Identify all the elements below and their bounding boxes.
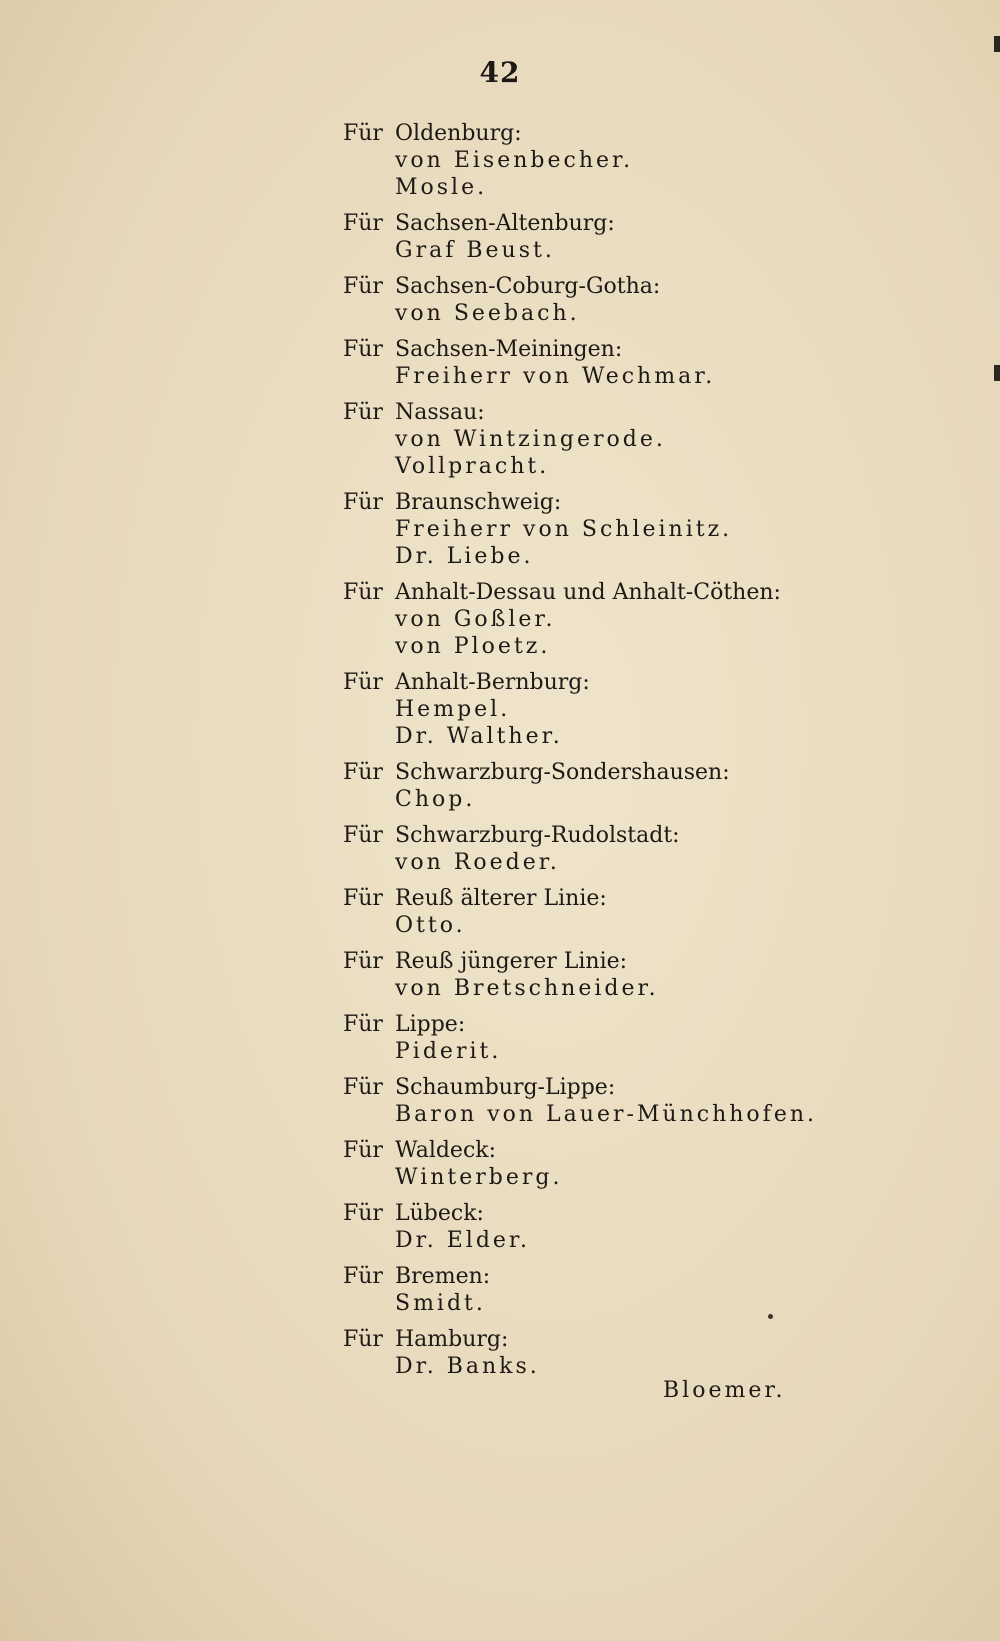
delegate-name: Chop.	[395, 787, 476, 812]
delegate-name: Freiherr von Schleinitz.	[395, 517, 733, 542]
delegate-name: Mosle.	[395, 175, 488, 200]
entry-anhalt-bernburg	[343, 669, 943, 750]
entry-schaumburg-lippe	[343, 1074, 943, 1128]
entry-heading	[343, 885, 943, 912]
entry-heading	[343, 1263, 943, 1290]
fuer-prefix: Für	[343, 211, 383, 236]
fuer-prefix: Für	[343, 1201, 383, 1226]
entry-heading	[343, 1326, 943, 1353]
entry-heading	[343, 1011, 943, 1038]
state-name: Bremen:	[395, 1264, 491, 1289]
delegate-name: Dr. Banks.	[395, 1354, 540, 1379]
delegate-name: von Bretschneider.	[395, 976, 659, 1001]
entry-heading	[343, 1200, 943, 1227]
ink-speck	[768, 1314, 773, 1319]
entry-braunschweig	[343, 489, 943, 570]
delegate-name: Dr. Liebe.	[395, 544, 534, 569]
page-number: 42	[479, 56, 521, 89]
delegate-name: Winterberg.	[395, 1165, 563, 1190]
delegate-name: von Seebach.	[395, 301, 580, 326]
entry-reuss-aelterer-linie	[343, 885, 943, 939]
delegate-name: Otto.	[395, 913, 466, 938]
entry-heading	[343, 120, 943, 147]
state-name: Schaumburg-Lippe:	[395, 1075, 616, 1100]
state-name: Hamburg:	[395, 1327, 509, 1352]
fuer-prefix: Für	[343, 580, 383, 605]
entry-schwarzburg-sondershausen	[343, 759, 943, 813]
fuer-prefix: Für	[343, 1264, 383, 1289]
delegate-name: Vollpracht.	[395, 454, 550, 479]
entry-bremen	[343, 1263, 943, 1317]
delegate-list	[343, 120, 943, 1389]
entry-reuss-juengerer-linie	[343, 948, 943, 1002]
state-name: Anhalt-Dessau und Anhalt-Cöthen:	[395, 580, 781, 605]
state-name: Schwarzburg-Sondershausen:	[395, 760, 730, 785]
delegate-name: von Goßler.	[395, 607, 556, 632]
delegate-name: Smidt.	[395, 1291, 486, 1316]
edge-mark	[994, 365, 1000, 381]
fuer-prefix: Für	[343, 760, 383, 785]
delegate-name: Dr. Elder.	[395, 1228, 531, 1253]
state-name: Lübeck:	[395, 1201, 484, 1226]
delegate-name: Dr. Walther.	[395, 724, 563, 749]
delegate-name: Freiherr von Wechmar.	[395, 364, 716, 389]
fuer-prefix: Für	[343, 121, 383, 146]
state-name: Lippe:	[395, 1012, 466, 1037]
fuer-prefix: Für	[343, 670, 383, 695]
entry-hamburg	[343, 1326, 943, 1380]
edge-mark	[994, 36, 1000, 52]
delegate-name: Piderit.	[395, 1039, 502, 1064]
delegate-name: von Roeder.	[395, 850, 560, 875]
entry-heading	[343, 948, 943, 975]
entry-sachsen-altenburg	[343, 210, 943, 264]
fuer-prefix: Für	[343, 337, 383, 362]
fuer-prefix: Für	[343, 400, 383, 425]
entry-heading	[343, 669, 943, 696]
state-name: Sachsen-Altenburg:	[395, 211, 615, 236]
entry-lippe	[343, 1011, 943, 1065]
entry-waldeck	[343, 1137, 943, 1191]
delegate-name: Graf Beust.	[395, 238, 555, 263]
entry-heading	[343, 489, 943, 516]
fuer-prefix: Für	[343, 1138, 383, 1163]
delegate-name: Hempel.	[395, 697, 511, 722]
fuer-prefix: Für	[343, 1075, 383, 1100]
state-name: Oldenburg:	[395, 121, 522, 146]
entry-heading	[343, 1137, 943, 1164]
delegate-name: von Eisenbecher.	[395, 148, 634, 173]
entry-heading	[343, 579, 943, 606]
state-name: Reuß jüngerer Linie:	[395, 949, 628, 974]
delegate-name: von Wintzingerode.	[395, 427, 666, 452]
entry-luebeck	[343, 1200, 943, 1254]
fuer-prefix: Für	[343, 490, 383, 515]
entry-sachsen-coburg-gotha	[343, 273, 943, 327]
state-name: Schwarzburg-Rudolstadt:	[395, 823, 680, 848]
fuer-prefix: Für	[343, 823, 383, 848]
state-name: Sachsen-Meiningen:	[395, 337, 623, 362]
entry-heading	[343, 822, 943, 849]
fuer-prefix: Für	[343, 274, 383, 299]
fuer-prefix: Für	[343, 1012, 383, 1037]
state-name: Reuß älterer Linie:	[395, 886, 607, 911]
state-name: Nassau:	[395, 400, 485, 425]
delegate-name: von Ploetz.	[395, 634, 551, 659]
fuer-prefix: Für	[343, 886, 383, 911]
state-name: Sachsen-Coburg-Gotha:	[395, 274, 661, 299]
entry-heading	[343, 759, 943, 786]
delegate-name: Baron von Lauer-Münchhofen.	[395, 1102, 817, 1127]
entry-anhalt-dessau-coethen	[343, 579, 943, 660]
entry-schwarzburg-rudolstadt	[343, 822, 943, 876]
state-name: Anhalt-Bernburg:	[395, 670, 590, 695]
signature: Bloemer.	[663, 1378, 786, 1403]
entry-sachsen-meiningen	[343, 336, 943, 390]
entry-heading	[343, 273, 943, 300]
entry-heading	[343, 336, 943, 363]
entry-nassau	[343, 399, 943, 480]
state-name: Braunschweig:	[395, 490, 562, 515]
fuer-prefix: Für	[343, 949, 383, 974]
entry-heading	[343, 1074, 943, 1101]
entry-heading	[343, 399, 943, 426]
entry-oldenburg	[343, 120, 943, 201]
state-name: Waldeck:	[395, 1138, 497, 1163]
entry-heading	[343, 210, 943, 237]
fuer-prefix: Für	[343, 1327, 383, 1352]
